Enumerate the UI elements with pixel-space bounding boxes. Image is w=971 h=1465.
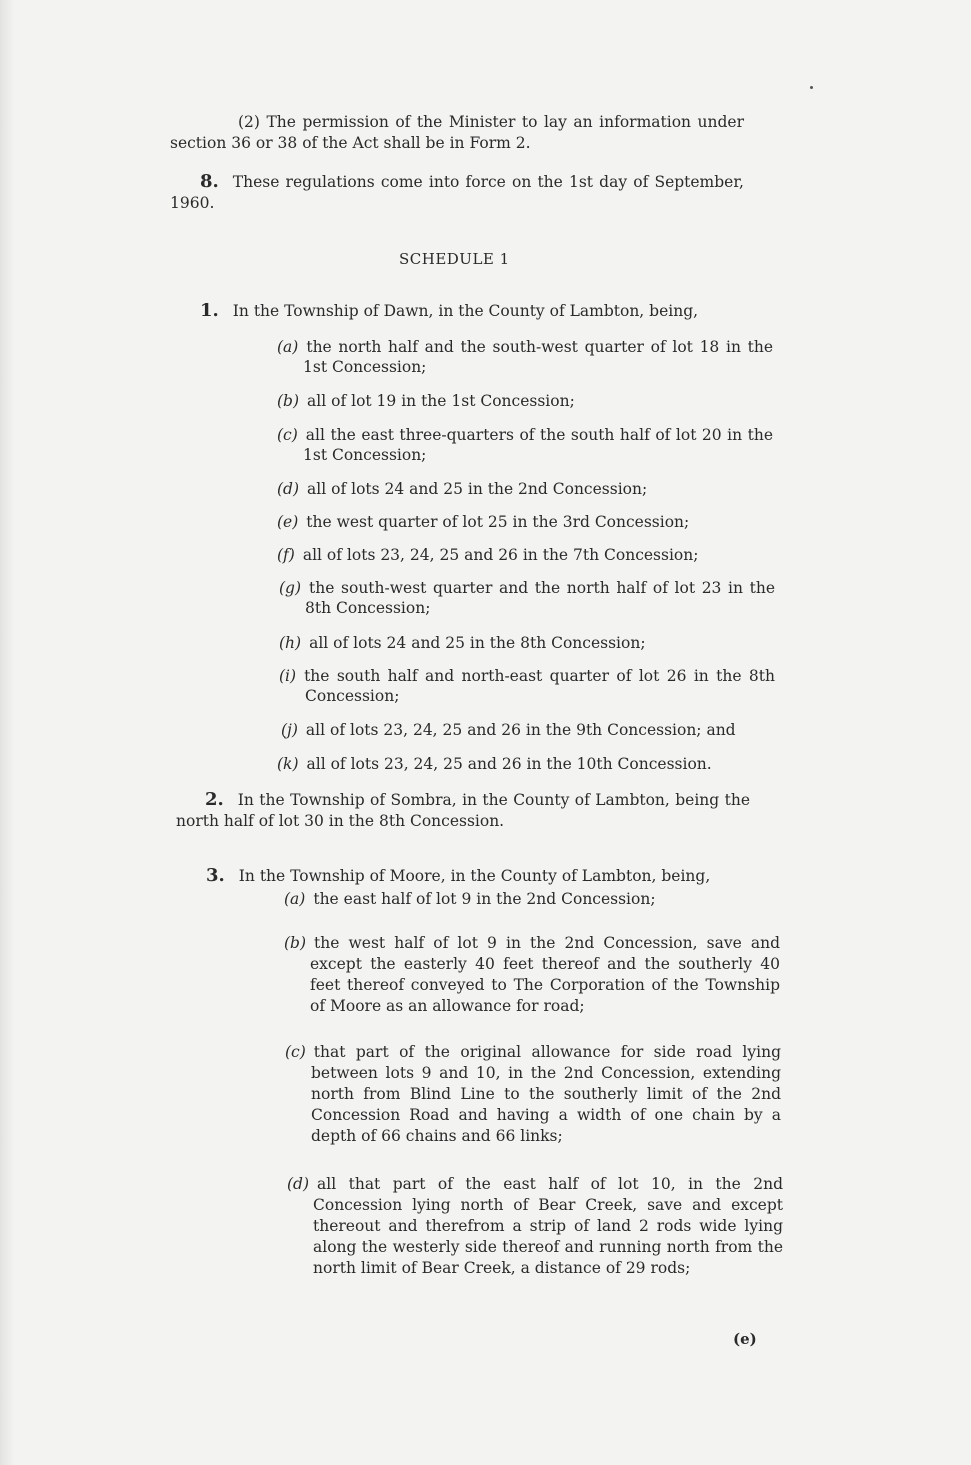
clause-text: the west half of lot 9 in the 2nd Concession, save and except the easterly 40 feet thereof and the southerly 40 feet thereof conveyed to The Corporation of the Township of Moore as an allowance for road; <box>310 934 780 1015</box>
scan-edge-shadow <box>0 0 14 1465</box>
clause-1j <box>281 720 777 740</box>
clause-label: (i) <box>279 667 297 685</box>
schedule-item-1 <box>200 300 750 322</box>
clause-label: (a) <box>284 890 306 908</box>
item-3-intro: In the Township of Moore, in the County of Lambton, being, <box>238 867 711 885</box>
clause-text: the east half of lot 9 in the 2nd Concession; <box>313 890 656 908</box>
item-2-number: 2. <box>205 789 224 810</box>
clause-1k <box>277 754 777 774</box>
clause-text: the south-west quarter and the north half of lot 23 in the 8th Concession; <box>305 579 775 617</box>
clause-3c <box>285 1042 781 1147</box>
clause-text: the north half and the south-west quarter of lot 18 in the 1st Concession; <box>303 338 773 376</box>
clause-1e <box>277 512 773 532</box>
clause-text: all of lots 24 and 25 in the 2nd Concession; <box>307 480 648 498</box>
clause-label: (a) <box>277 338 299 356</box>
clause-label: (c) <box>285 1043 306 1061</box>
schedule-item-3 <box>206 865 754 887</box>
clause-1i <box>279 666 775 706</box>
clause-text: all of lot 19 in the 1st Concession; <box>307 392 575 410</box>
clause-3b <box>284 933 780 1017</box>
clause-label: (b) <box>277 392 300 410</box>
scan-speck <box>810 86 813 89</box>
clause-3d <box>287 1174 783 1279</box>
clause-text: all of lots 23, 24, 25 and 26 in the 9th Concession; and <box>305 721 736 739</box>
section-8 <box>170 171 744 214</box>
clause-text: all the east three-quarters of the south half of lot 20 in the 1st Concession; <box>303 426 773 464</box>
clause-1d <box>277 479 773 499</box>
schedule-item-2 <box>176 789 750 832</box>
clause-label: (h) <box>279 634 302 652</box>
section-8-number: 8. <box>200 171 219 192</box>
clause-text: that part of the original allowance for side road lying between lots 9 and 10, in the 2nd Concession, extending north from Blind Line to the southerly limit of the 2nd Concession Road and having a width of one chain by a depth of 66 chains and 66 links; <box>311 1043 781 1145</box>
clause-label: (k) <box>277 755 299 773</box>
item-1-intro: In the Township of Dawn, in the County of Lambton, being, <box>232 302 699 320</box>
item-1-number: 1. <box>200 300 219 321</box>
item-2-intro: In the Township of Sombra, in the County of Lambton, being the north half of lot 30 in the 8th Concession. <box>176 791 750 830</box>
clause-label: (f) <box>277 546 295 564</box>
clause-label: (c) <box>277 426 298 444</box>
clause-1c <box>277 425 773 465</box>
clause-1g <box>279 578 775 618</box>
clause-label: (g) <box>279 579 302 597</box>
clause-text: all of lots 23, 24, 25 and 26 in the 10th Concession. <box>306 755 712 773</box>
clause-text: the south half and north-east quarter of lot 26 in the 8th Concession; <box>304 667 775 705</box>
schedule-title: SCHEDULE 1 <box>399 250 510 268</box>
clause-label: (e) <box>277 513 299 531</box>
clause-label: (b) <box>284 934 307 952</box>
section-7-2: (2) The permission of the Minister to lay an information under section 36 or 38 of the Act shall be in Form 2. <box>170 113 744 152</box>
clause-label: (j) <box>281 721 298 739</box>
page-folio: (e) <box>733 1330 757 1348</box>
clause-1f <box>277 545 773 565</box>
clause-1h <box>279 633 775 653</box>
clause-text: all of lots 23, 24, 25 and 26 in the 7th Concession; <box>302 546 699 564</box>
clause-1b <box>277 391 773 411</box>
clause-1a <box>277 337 773 377</box>
clause-3a <box>284 889 778 909</box>
clause-text: all of lots 24 and 25 in the 8th Concession; <box>309 634 646 652</box>
clause-text: all that part of the east half of lot 10, in the 2nd Concession lying north of Bear Creek, save and except thereout and therefrom a strip of land 2 rods wide lying along the westerly side thereof and running north from the north limit of Bear Creek, a distance of 29 rods; <box>313 1175 783 1277</box>
clause-label: (d) <box>277 480 300 498</box>
section-8-text: These regulations come into force on the 1st day of September, 1960. <box>170 173 744 212</box>
clause-text: the west quarter of lot 25 in the 3rd Concession; <box>306 513 690 531</box>
item-3-number: 3. <box>206 865 225 886</box>
clause-label: (d) <box>287 1175 310 1193</box>
